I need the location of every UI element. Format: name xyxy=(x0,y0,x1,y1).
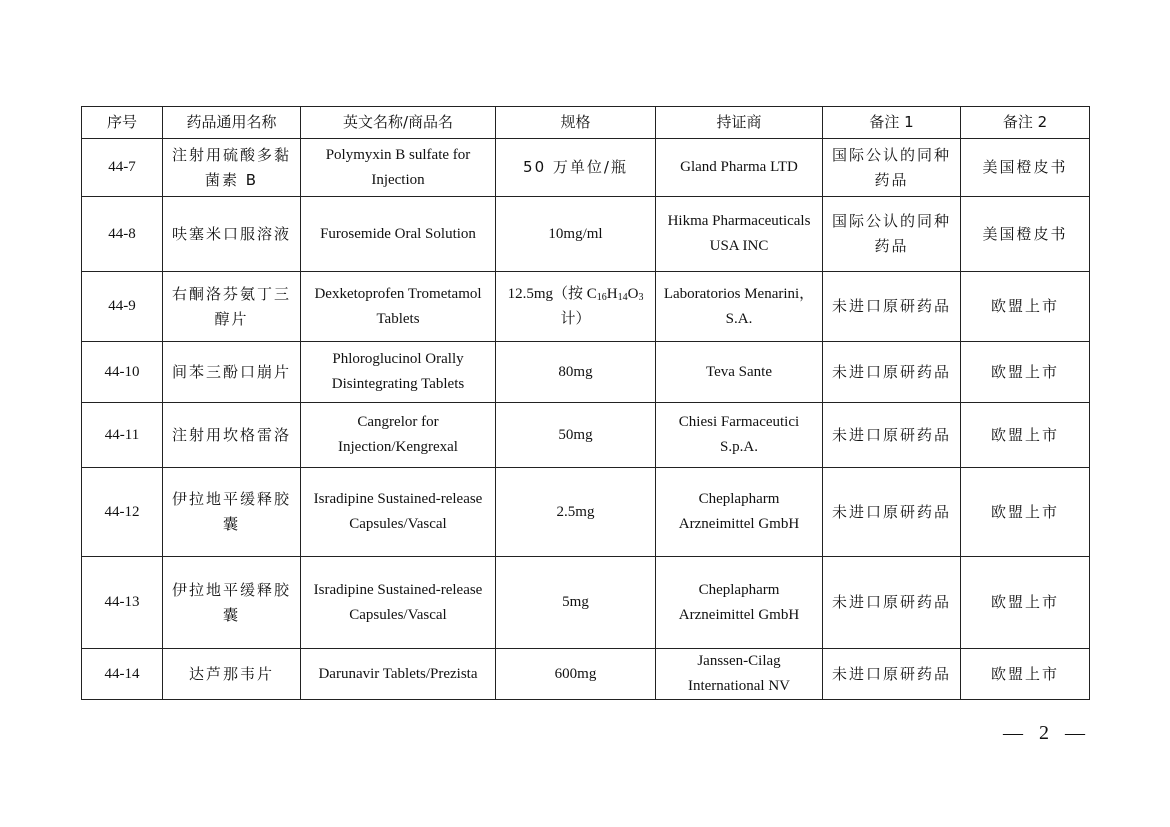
cell-note-2: 欧盟上市 xyxy=(961,468,1090,557)
cell-note-1: 未进口原研药品 xyxy=(823,272,961,342)
table-row xyxy=(82,649,1090,700)
cell-note-1: 未进口原研药品 xyxy=(823,649,961,700)
cell-note-2: 欧盟上市 xyxy=(961,557,1090,649)
cell-note-1: 未进口原研药品 xyxy=(823,403,961,468)
cell-english-name: Cangrelor for Injection/Kengrexal xyxy=(301,403,496,468)
cell-serial-no: 44-7 xyxy=(82,139,163,197)
cell-note-2: 欧盟上市 xyxy=(961,342,1090,403)
cell-english-name: Isradipine Sustained-release Capsules/Vascal xyxy=(301,557,496,649)
cell-specification: 80mg xyxy=(496,342,656,403)
cell-note-1: 国际公认的同种药品 xyxy=(823,197,961,272)
cell-english-name: Furosemide Oral Solution xyxy=(301,197,496,272)
cell-english-name: Isradipine Sustained-release Capsules/Vascal xyxy=(301,468,496,557)
cell-generic-name: 达芦那韦片 xyxy=(163,649,301,700)
page-number-value: 2 xyxy=(1039,722,1049,744)
cell-note-1: 未进口原研药品 xyxy=(823,557,961,649)
header-license-holder: 持证商 xyxy=(656,107,823,139)
cell-generic-name: 伊拉地平缓释胶囊 xyxy=(163,557,301,649)
cell-english-name: Phloroglucinol Orally Disintegrating Tablets xyxy=(301,342,496,403)
cell-serial-no: 44-14 xyxy=(82,649,163,700)
cell-english-name: Dexketoprofen Trometamol Tablets xyxy=(301,272,496,342)
table-row xyxy=(82,197,1090,272)
cell-license-holder: Janssen-Cilag International NV xyxy=(656,649,823,700)
table-row xyxy=(82,557,1090,649)
cell-generic-name: 注射用坎格雷洛 xyxy=(163,403,301,468)
table-row xyxy=(82,403,1090,468)
table-header-row xyxy=(82,107,1090,139)
header-note-2: 备注 2 xyxy=(961,107,1090,139)
cell-specification: 600mg xyxy=(496,649,656,700)
cell-serial-no: 44-13 xyxy=(82,557,163,649)
cell-serial-no: 44-8 xyxy=(82,197,163,272)
cell-license-holder: Hikma Pharmaceuticals USA INC xyxy=(656,197,823,272)
header-english-name: 英文名称/商品名 xyxy=(301,107,496,139)
cell-license-holder: Cheplapharm Arzneimittel GmbH xyxy=(656,468,823,557)
cell-generic-name: 右酮洛芬氨丁三醇片 xyxy=(163,272,301,342)
cell-note-1: 未进口原研药品 xyxy=(823,468,961,557)
cell-note-1: 国际公认的同种药品 xyxy=(823,139,961,197)
cell-specification: 2.5mg xyxy=(496,468,656,557)
cell-serial-no: 44-9 xyxy=(82,272,163,342)
cell-generic-name: 间苯三酚口崩片 xyxy=(163,342,301,403)
cell-license-holder: Teva Sante xyxy=(656,342,823,403)
cell-note-2: 美国橙皮书 xyxy=(961,139,1090,197)
cell-english-name: Darunavir Tablets/Prezista xyxy=(301,649,496,700)
page-number xyxy=(995,722,1093,745)
cell-specification: 10mg/ml xyxy=(496,197,656,272)
header-generic-name: 药品通用名称 xyxy=(163,107,301,139)
cell-specification: 5mg xyxy=(496,557,656,649)
cell-license-holder: Cheplapharm Arzneimittel GmbH xyxy=(656,557,823,649)
cell-generic-name: 注射用硫酸多黏菌素 B xyxy=(163,139,301,197)
page-number-dash-right: — xyxy=(1065,722,1085,744)
cell-note-2: 美国橙皮书 xyxy=(961,197,1090,272)
cell-license-holder: Chiesi Farmaceutici S.p.A. xyxy=(656,403,823,468)
cell-specification: 12.5mg（按 $C_{16}H_{14}O_3$ 计） xyxy=(496,272,656,342)
cell-note-2: 欧盟上市 xyxy=(961,403,1090,468)
cell-generic-name: 伊拉地平缓释胶囊 xyxy=(163,468,301,557)
cell-note-2: 欧盟上市 xyxy=(961,272,1090,342)
header-note-1: 备注 1 xyxy=(823,107,961,139)
cell-generic-name: 呋塞米口服溶液 xyxy=(163,197,301,272)
cell-note-1: 未进口原研药品 xyxy=(823,342,961,403)
header-serial-no: 序号 xyxy=(82,107,163,139)
cell-license-holder: Gland Pharma LTD xyxy=(656,139,823,197)
header-specification: 规格 xyxy=(496,107,656,139)
table-row xyxy=(82,342,1090,403)
drug-list-table xyxy=(81,106,1090,700)
cell-english-name: Polymyxin B sulfate for Injection xyxy=(301,139,496,197)
cell-specification: 50mg xyxy=(496,403,656,468)
cell-serial-no: 44-11 xyxy=(82,403,163,468)
cell-specification: 50 万单位/瓶 xyxy=(496,139,656,197)
cell-license-holder: Laboratorios Menarini，S.A. xyxy=(656,272,823,342)
cell-serial-no: 44-10 xyxy=(82,342,163,403)
table-row xyxy=(82,272,1090,342)
page-number-dash-left: — xyxy=(1003,722,1023,744)
table-row xyxy=(82,139,1090,197)
cell-note-2: 欧盟上市 xyxy=(961,649,1090,700)
cell-serial-no: 44-12 xyxy=(82,468,163,557)
table-row xyxy=(82,468,1090,557)
